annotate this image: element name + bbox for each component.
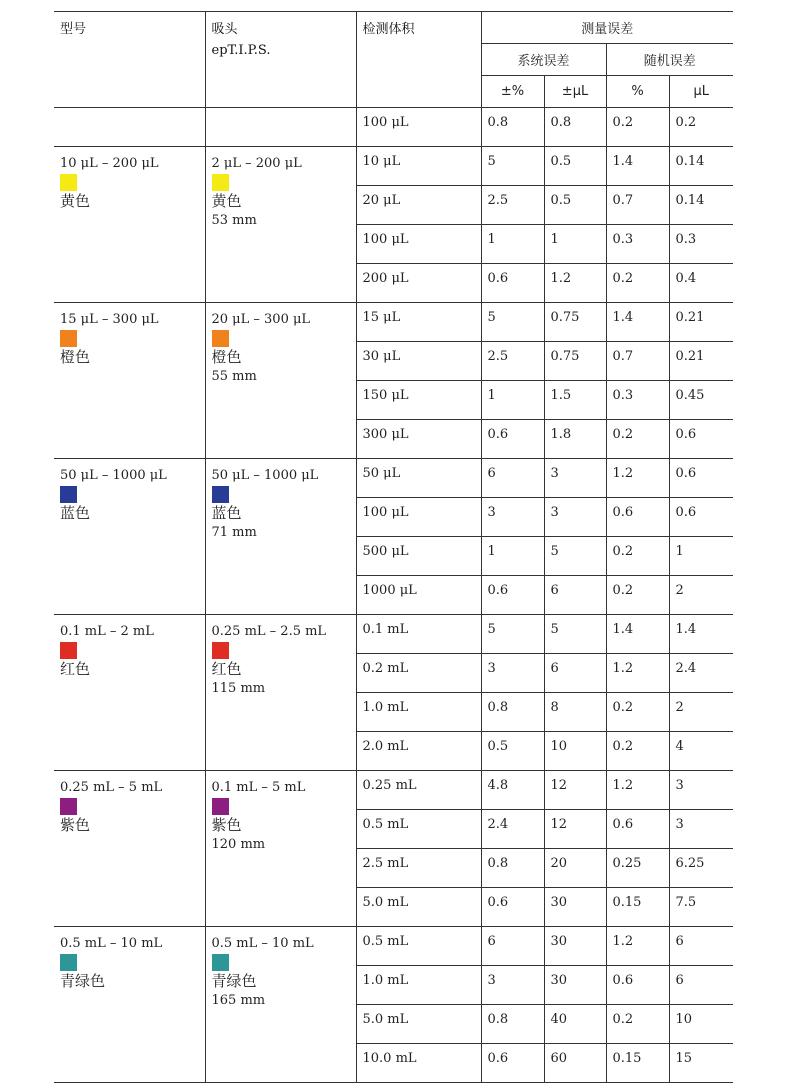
rnd-pct-cell: 0.2 bbox=[606, 537, 669, 576]
sys-ul-cell: 3 bbox=[544, 459, 606, 498]
sys-ul-cell: 5 bbox=[544, 537, 606, 576]
tip-range: 50 μL – 1000 μL bbox=[211, 468, 319, 483]
rnd-ul-cell: 0.21 bbox=[669, 342, 733, 381]
sys-ul-cell: 10 bbox=[544, 732, 606, 771]
rnd-pct-cell: 0.2 bbox=[606, 732, 669, 771]
rnd-ul-cell: 6 bbox=[669, 966, 733, 1005]
volume-cell: 500 μL bbox=[356, 537, 481, 576]
rnd-pct-cell: 0.2 bbox=[606, 264, 669, 303]
header-systematic: 系统误差 bbox=[481, 44, 606, 76]
sys-ul-cell: 6 bbox=[544, 576, 606, 615]
rnd-pct-cell: 0.6 bbox=[606, 498, 669, 537]
rnd-ul-cell: 0.21 bbox=[669, 303, 733, 342]
sys-ul-cell: 30 bbox=[544, 888, 606, 927]
sys-ul-cell: 1 bbox=[544, 225, 606, 264]
tip-color-name: 黄色 bbox=[211, 192, 242, 210]
sys-pct-cell: 3 bbox=[481, 498, 544, 537]
sys-ul-cell: 40 bbox=[544, 1005, 606, 1044]
tip-cell bbox=[205, 927, 356, 1083]
tip-color-name: 红色 bbox=[211, 660, 242, 678]
rnd-pct-cell: 0.3 bbox=[606, 381, 669, 420]
tip-color-swatch bbox=[212, 954, 229, 971]
rnd-ul-cell: 0.6 bbox=[669, 420, 733, 459]
tip-color-swatch bbox=[212, 798, 229, 815]
header-unit-sys-ul: ±μL bbox=[544, 76, 606, 108]
volume-cell: 1.0 mL bbox=[356, 693, 481, 732]
header-volume: 检测体积 bbox=[356, 12, 481, 108]
sys-ul-cell: 30 bbox=[544, 927, 606, 966]
header-model: 型号 bbox=[54, 12, 205, 108]
volume-cell: 5.0 mL bbox=[356, 1005, 481, 1044]
model-color-swatch bbox=[60, 642, 77, 659]
volume-cell: 10.0 mL bbox=[356, 1044, 481, 1083]
volume-cell: 1000 μL bbox=[356, 576, 481, 615]
volume-cell: 200 μL bbox=[356, 264, 481, 303]
model-cell bbox=[54, 771, 205, 927]
tip-length: 115 mm bbox=[211, 681, 266, 696]
model-color-name: 青绿色 bbox=[60, 972, 106, 990]
tip-color-name: 紫色 bbox=[211, 816, 242, 834]
sys-pct-cell: 5 bbox=[481, 147, 544, 186]
sys-pct-cell: 5 bbox=[481, 615, 544, 654]
sys-pct-cell: 0.6 bbox=[481, 576, 544, 615]
volume-cell: 2.5 mL bbox=[356, 849, 481, 888]
sys-pct-cell: 2.5 bbox=[481, 342, 544, 381]
rnd-pct-cell: 1.4 bbox=[606, 615, 669, 654]
tip-cell bbox=[205, 147, 356, 303]
sys-pct-cell: 0.8 bbox=[481, 108, 544, 147]
model-color-name: 红色 bbox=[60, 660, 91, 678]
sys-pct-cell: 6 bbox=[481, 927, 544, 966]
model-range: 0.5 mL – 10 mL bbox=[60, 936, 163, 951]
rnd-pct-cell: 0.2 bbox=[606, 420, 669, 459]
sys-pct-cell: 1 bbox=[481, 537, 544, 576]
rnd-pct-cell: 0.2 bbox=[606, 693, 669, 732]
rnd-pct-cell: 0.2 bbox=[606, 108, 669, 147]
rnd-pct-cell: 0.6 bbox=[606, 966, 669, 1005]
tip-color-swatch bbox=[212, 642, 229, 659]
sys-ul-cell: 0.8 bbox=[544, 108, 606, 147]
rnd-ul-cell: 6.25 bbox=[669, 849, 733, 888]
model-range: 0.25 mL – 5 mL bbox=[60, 780, 163, 795]
model-cell bbox=[54, 615, 205, 771]
sys-pct-cell: 0.6 bbox=[481, 420, 544, 459]
tip-length: 71 mm bbox=[211, 525, 257, 540]
sys-ul-cell: 0.5 bbox=[544, 147, 606, 186]
tip-cell bbox=[205, 615, 356, 771]
rnd-pct-cell: 0.2 bbox=[606, 1005, 669, 1044]
rnd-pct-cell: 1.4 bbox=[606, 303, 669, 342]
header-unit-sys-pct: ±% bbox=[481, 76, 544, 108]
tip-length: 165 mm bbox=[211, 993, 266, 1008]
rnd-ul-cell: 3 bbox=[669, 771, 733, 810]
volume-cell: 5.0 mL bbox=[356, 888, 481, 927]
sys-pct-cell: 0.5 bbox=[481, 732, 544, 771]
sys-ul-cell: 0.5 bbox=[544, 186, 606, 225]
model-color-name: 紫色 bbox=[60, 816, 91, 834]
header-tip-sub: epT.I.P.S. bbox=[211, 43, 271, 58]
volume-cell: 100 μL bbox=[356, 225, 481, 264]
rnd-ul-cell: 0.14 bbox=[669, 147, 733, 186]
rnd-pct-cell: 0.7 bbox=[606, 342, 669, 381]
sys-pct-cell: 0.6 bbox=[481, 888, 544, 927]
sys-pct-cell: 0.8 bbox=[481, 1005, 544, 1044]
sys-pct-cell: 1 bbox=[481, 225, 544, 264]
rnd-pct-cell: 0.15 bbox=[606, 1044, 669, 1083]
sys-pct-cell: 2.5 bbox=[481, 186, 544, 225]
volume-cell: 30 μL bbox=[356, 342, 481, 381]
sys-pct-cell: 3 bbox=[481, 966, 544, 1005]
volume-cell: 50 μL bbox=[356, 459, 481, 498]
sys-pct-cell: 1 bbox=[481, 381, 544, 420]
rnd-ul-cell: 0.14 bbox=[669, 186, 733, 225]
sys-ul-cell: 1.5 bbox=[544, 381, 606, 420]
sys-ul-cell: 0.75 bbox=[544, 303, 606, 342]
sys-ul-cell: 20 bbox=[544, 849, 606, 888]
rnd-ul-cell: 15 bbox=[669, 1044, 733, 1083]
rnd-pct-cell: 1.2 bbox=[606, 654, 669, 693]
tip-color-name: 青绿色 bbox=[211, 972, 257, 990]
volume-cell: 0.5 mL bbox=[356, 927, 481, 966]
empty-tip-cell bbox=[205, 108, 356, 147]
volume-cell: 300 μL bbox=[356, 420, 481, 459]
table-body bbox=[54, 108, 733, 1083]
model-color-swatch bbox=[60, 330, 77, 347]
tip-color-name: 蓝色 bbox=[211, 504, 242, 522]
tip-cell bbox=[205, 771, 356, 927]
volume-cell: 0.1 mL bbox=[356, 615, 481, 654]
sys-ul-cell: 6 bbox=[544, 654, 606, 693]
tip-cell bbox=[205, 303, 356, 459]
header-error: 测量误差 bbox=[481, 12, 733, 44]
table-row bbox=[54, 108, 733, 147]
rnd-ul-cell: 0.2 bbox=[669, 108, 733, 147]
volume-cell: 150 μL bbox=[356, 381, 481, 420]
table-row bbox=[54, 771, 733, 810]
model-color-name: 橙色 bbox=[60, 348, 91, 366]
sys-ul-cell: 12 bbox=[544, 810, 606, 849]
model-cell bbox=[54, 147, 205, 303]
volume-cell: 15 μL bbox=[356, 303, 481, 342]
tip-length: 120 mm bbox=[211, 837, 266, 852]
table-row bbox=[54, 927, 733, 966]
table-row bbox=[54, 147, 733, 186]
tip-length: 53 mm bbox=[211, 213, 257, 228]
volume-cell: 2.0 mL bbox=[356, 732, 481, 771]
header-unit-rnd-ul: μL bbox=[669, 76, 733, 108]
rnd-ul-cell: 6 bbox=[669, 927, 733, 966]
rnd-ul-cell: 4 bbox=[669, 732, 733, 771]
rnd-ul-cell: 0.6 bbox=[669, 459, 733, 498]
sys-pct-cell: 5 bbox=[481, 303, 544, 342]
rnd-ul-cell: 3 bbox=[669, 810, 733, 849]
rnd-pct-cell: 0.15 bbox=[606, 888, 669, 927]
rnd-ul-cell: 2 bbox=[669, 693, 733, 732]
tip-range: 0.1 mL – 5 mL bbox=[211, 780, 306, 795]
model-color-swatch bbox=[60, 486, 77, 503]
tip-color-swatch bbox=[212, 330, 229, 347]
model-color-name: 黄色 bbox=[60, 192, 91, 210]
rnd-pct-cell: 0.6 bbox=[606, 810, 669, 849]
sys-pct-cell: 3 bbox=[481, 654, 544, 693]
table-row bbox=[54, 615, 733, 654]
sys-pct-cell: 0.6 bbox=[481, 264, 544, 303]
rnd-ul-cell: 7.5 bbox=[669, 888, 733, 927]
model-color-swatch bbox=[60, 174, 77, 191]
volume-cell: 20 μL bbox=[356, 186, 481, 225]
rnd-ul-cell: 1.4 bbox=[669, 615, 733, 654]
rnd-ul-cell: 1 bbox=[669, 537, 733, 576]
sys-ul-cell: 1.2 bbox=[544, 264, 606, 303]
header-random: 随机误差 bbox=[606, 44, 733, 76]
volume-cell: 100 μL bbox=[356, 498, 481, 537]
tip-cell bbox=[205, 459, 356, 615]
tip-color-swatch bbox=[212, 486, 229, 503]
rnd-ul-cell: 0.3 bbox=[669, 225, 733, 264]
rnd-pct-cell: 1.2 bbox=[606, 927, 669, 966]
model-range: 0.1 mL – 2 mL bbox=[60, 624, 154, 639]
sys-ul-cell: 8 bbox=[544, 693, 606, 732]
tip-length: 55 mm bbox=[211, 369, 257, 384]
table-row bbox=[54, 459, 733, 498]
header-unit-rnd-pct: % bbox=[606, 76, 669, 108]
tip-color-name: 橙色 bbox=[211, 348, 242, 366]
model-color-swatch bbox=[60, 798, 77, 815]
rnd-ul-cell: 2.4 bbox=[669, 654, 733, 693]
sys-ul-cell: 5 bbox=[544, 615, 606, 654]
rnd-ul-cell: 2 bbox=[669, 576, 733, 615]
sys-ul-cell: 3 bbox=[544, 498, 606, 537]
tip-color-swatch bbox=[212, 174, 229, 191]
rnd-pct-cell: 1.4 bbox=[606, 147, 669, 186]
sys-ul-cell: 60 bbox=[544, 1044, 606, 1083]
model-range: 50 μL – 1000 μL bbox=[60, 468, 167, 483]
sys-ul-cell: 30 bbox=[544, 966, 606, 1005]
volume-cell: 0.2 mL bbox=[356, 654, 481, 693]
pipette-spec-table bbox=[54, 11, 733, 1083]
volume-cell: 10 μL bbox=[356, 147, 481, 186]
sys-ul-cell: 1.8 bbox=[544, 420, 606, 459]
header-tip: 吸头 epT.I.P.S. bbox=[205, 12, 356, 108]
rnd-ul-cell: 0.45 bbox=[669, 381, 733, 420]
model-color-name: 蓝色 bbox=[60, 504, 91, 522]
rnd-ul-cell: 0.4 bbox=[669, 264, 733, 303]
model-cell bbox=[54, 927, 205, 1083]
tip-range: 20 μL – 300 μL bbox=[211, 312, 311, 327]
sys-pct-cell: 4.8 bbox=[481, 771, 544, 810]
model-cell bbox=[54, 303, 205, 459]
sys-pct-cell: 0.6 bbox=[481, 1044, 544, 1083]
sys-ul-cell: 0.75 bbox=[544, 342, 606, 381]
rnd-ul-cell: 10 bbox=[669, 1005, 733, 1044]
rnd-pct-cell: 0.7 bbox=[606, 186, 669, 225]
sys-pct-cell: 2.4 bbox=[481, 810, 544, 849]
rnd-ul-cell: 0.6 bbox=[669, 498, 733, 537]
tip-range: 2 μL – 200 μL bbox=[211, 156, 302, 171]
sys-pct-cell: 6 bbox=[481, 459, 544, 498]
sys-ul-cell: 12 bbox=[544, 771, 606, 810]
volume-cell: 0.5 mL bbox=[356, 810, 481, 849]
model-color-swatch bbox=[60, 954, 77, 971]
sys-pct-cell: 0.8 bbox=[481, 693, 544, 732]
table-row bbox=[54, 303, 733, 342]
model-cell bbox=[54, 459, 205, 615]
rnd-pct-cell: 1.2 bbox=[606, 459, 669, 498]
volume-cell: 100 μL bbox=[356, 108, 481, 147]
model-range: 10 μL – 200 μL bbox=[60, 156, 159, 171]
rnd-pct-cell: 1.2 bbox=[606, 771, 669, 810]
rnd-pct-cell: 0.25 bbox=[606, 849, 669, 888]
sys-pct-cell: 0.8 bbox=[481, 849, 544, 888]
empty-model-cell bbox=[54, 108, 205, 147]
tip-range: 0.5 mL – 10 mL bbox=[211, 936, 314, 951]
tip-range: 0.25 mL – 2.5 mL bbox=[211, 624, 327, 639]
volume-cell: 0.25 mL bbox=[356, 771, 481, 810]
volume-cell: 1.0 mL bbox=[356, 966, 481, 1005]
rnd-pct-cell: 0.3 bbox=[606, 225, 669, 264]
rnd-pct-cell: 0.2 bbox=[606, 576, 669, 615]
model-range: 15 μL – 300 μL bbox=[60, 312, 159, 327]
